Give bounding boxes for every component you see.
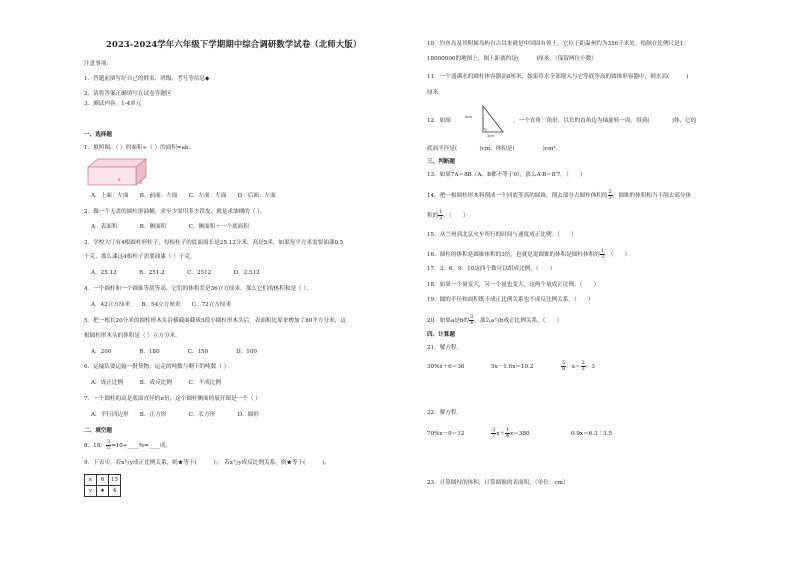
question-13: 13．如果7A＝8B（A、B都不等于0），那么A∶B＝8∶7。（ ） xyxy=(427,172,586,178)
question-22: 22．解方程。 xyxy=(427,410,463,416)
cuboid-figure xyxy=(86,155,148,187)
question-3-line2: 千克，那么漆这4根柱子需要油漆（ ）千克。 xyxy=(84,254,196,260)
question-3-options: A．25.12 B．251.2 C．2512 D．2.512 xyxy=(91,270,260,276)
question-2-options: A．表面积 B．侧面积 C．侧面积＋一个底面积 xyxy=(91,224,249,230)
question-8: 8．18： $\frac{3}{5}$ =10÷____%=____成。 xyxy=(84,439,172,451)
question-2: 2．做一个无盖的圆柱形油桶，求至少需用多少铁皮，就是求油桶的（ ）。 xyxy=(84,209,266,215)
equation: 30%x＋6＝36 xyxy=(427,364,465,370)
fraction: $\frac{5}{8}$ xyxy=(562,360,566,372)
section-heading-choice: 一、选择题 xyxy=(84,132,112,138)
question-12-line2: 底面半径是( )cm，体积是( )cm³。 xyxy=(427,146,562,152)
question-23: 23．计算圆柱的体积，计算圆锥的表面积。（单位：cm） xyxy=(427,480,569,486)
question-6: 6．运输队要运输一批货物，运走的吨数与剩下的吨数（ ） xyxy=(84,364,230,370)
svg-text:a: a xyxy=(118,177,121,182)
table-cell: 4 xyxy=(109,486,121,497)
table-cell: y xyxy=(85,486,97,497)
question-18: 18．如果一个量变大，另一个量也变大，这两个量成正比例。（ ） xyxy=(427,282,600,288)
question-15: 15．从兰州到北京火车所行的时间与速度成正比例。（ ） xyxy=(427,232,577,238)
fraction: $\frac{1}{3}$ xyxy=(600,248,605,260)
notice-item: 1．答题前填写好自己的姓名、班级、考号等信息◆ xyxy=(84,76,210,82)
section-heading-fill: 二、填空题 xyxy=(84,428,112,434)
question-10-line2: 18000000的地图上，图上距离约是( )厘米。（保留两位小数） xyxy=(427,56,597,62)
svg-text:b: b xyxy=(140,180,143,185)
equation: $\frac{3}{7}$ x＋ $\frac{1}{4}$ x＝380 xyxy=(492,427,530,439)
question-4-options: A．42立方厘米 B．54立方厘米 C．72立方厘米 xyxy=(91,302,232,308)
triangle-base-label: 3cm xyxy=(487,134,495,138)
fraction: $\frac{1}{4}$ xyxy=(505,427,510,439)
equation: 70%x－9＝12 xyxy=(427,431,465,437)
fraction: $\frac{3}{4}$ xyxy=(470,314,474,326)
question-12-prefix: 12．如图 xyxy=(427,118,451,124)
question-9: 9．下表中，若x与y成正比例关系，则★等于( )； 若x与y成反比例关系，则★等于( )。 xyxy=(84,460,330,466)
question-21: 21．解方程。 xyxy=(427,345,463,351)
question-7-options: A．平行四边形 B．正方形 C．长方形 D．圆形 xyxy=(91,412,259,418)
right-triangle-figure xyxy=(459,102,511,138)
question-5-line2: 根圆柱形木头的体积是（ ）立方分米。 xyxy=(84,333,181,339)
table-cell: 15 xyxy=(109,475,121,486)
equation: $\frac{5}{8}$ ：x＝ $\frac{2}{3}$ ：3 xyxy=(562,360,595,372)
question-5-options: A．200 B．180 C．150 D．100 xyxy=(91,349,257,355)
question-4: 4．一个圆柱和一个圆锥等底等高，它们的体积差是36立方厘米，那么它们的体积和是（ ）。 xyxy=(84,286,312,292)
question-19: 19．圆的半径和面积既不成正比例关系也不成反比例关系。（ ） xyxy=(427,297,594,303)
question-12-line1: ，一个直角三角形，以长的直角边为轴旋转一周，得到( )体，它的 xyxy=(513,118,697,124)
question-3-line1: 3．学校大厅有4根圆柱形柱子，每根柱子的底面周长是25.12分米，高是5米，如果每平方米需要油漆0.5 xyxy=(84,240,344,246)
question-14-line1: 14．把一根圆柱形木料削成一个同底等高的圆锥，削去部分占圆柱体积的 $\frac{2}{3}$ ，圆锥的体积相当于削去部分体 xyxy=(427,189,692,201)
notice-item: 3．测试内容：1-4单元 xyxy=(84,101,142,107)
question-16: 16．圆柱的体积是圆锥体积的3倍，也就是说圆锥的体积是圆柱体积的 $\frac{1}{3}$ 。（ ） xyxy=(427,248,631,260)
section-heading-judge: 三、判断题 xyxy=(427,159,455,165)
section-heading-calc: 四、计算题 xyxy=(427,332,455,338)
question-1-options: A．上面：左面 B．前面：左面 C．左面：左面 D．后面：左面 xyxy=(91,193,276,199)
page-title: 2023-2024学年六年级下学期期中综合调研数学试卷（北师大版） xyxy=(106,39,362,49)
equation: 0.9x＝6.3∶3.5 xyxy=(571,431,613,437)
notice-heading: 注意事项： xyxy=(84,61,112,67)
question-5-line1: 5．把一根长20分米的圆柱形木头沿横截面截成5段小圆柱形木头后，表面积比原来增加了80平方分米，这 xyxy=(84,318,346,324)
question-6-options: A．成正比例 B．成反比例 C．不成比例 xyxy=(91,380,221,386)
fraction: $\frac{2}{3}$ xyxy=(581,360,585,372)
xy-table xyxy=(84,474,121,497)
question-17: 17．3、6、9、10这四个数可以组成比例。（ ） xyxy=(427,266,556,272)
fraction: $\frac{3}{7}$ xyxy=(492,427,496,439)
table-cell: x xyxy=(85,475,97,486)
equation: 5x－1.6x＝10.2 xyxy=(491,364,534,370)
fraction: $\frac{3}{5}$ xyxy=(106,439,111,451)
question-11-line2: 厘米。 xyxy=(427,90,444,96)
table-cell: 6 xyxy=(97,475,109,486)
question-10-line1: 10．钓鱼岛及其附属岛屿自古以来就是中国固有领土，它位于距温州约为356千米处。绘制在比例尺是1： xyxy=(427,41,689,47)
table-row xyxy=(85,486,121,497)
question-20: 20．如果a是b的 $\frac{3}{4}$ ，那么a与b成正比例关系。（ ） xyxy=(427,314,563,326)
question-7: 7．一个圆柱的高是底面直径的π倍，这个圆柱侧面的展开图是一个（ ） xyxy=(84,396,261,402)
question-14-line2: 积的 $\frac{1}{2}$ 。（ ） xyxy=(427,209,469,221)
question-11-line1: 11．一个盛满水的圆柱体容器高8厘米，如果将水全部倒入与它等底等高的圆锥形容器中，则水高( ) xyxy=(427,74,689,80)
fraction: $\frac{1}{2}$ xyxy=(439,209,443,221)
fraction: $\frac{2}{3}$ xyxy=(608,189,612,201)
triangle-height-label: 4cm xyxy=(465,115,473,119)
notice-item: 2．请将答案正确填写在试卷答题区 xyxy=(84,91,172,97)
table-cell: ★ xyxy=(97,486,109,497)
table-row xyxy=(85,475,121,486)
question-1: 1．拟照图，（ ）的面积÷（ ）的面积=ab。 xyxy=(84,145,195,151)
